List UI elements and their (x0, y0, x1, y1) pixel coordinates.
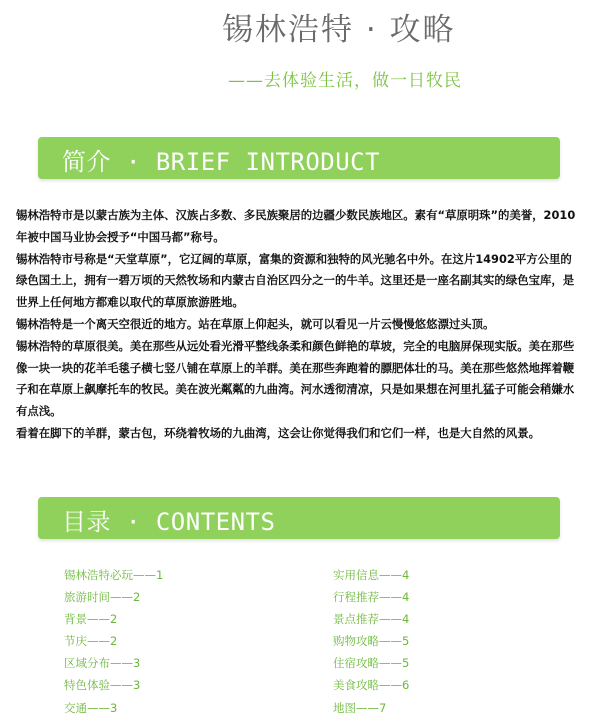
page-title: 锡林浩特 · 攻略 (222, 12, 456, 48)
intro-paragraph: 看着在脚下的羊群，蒙古包，环绕着牧场的九曲湾，这会让你觉得我们和它们一样，也是大自然的风景。 (16, 425, 540, 440)
contents-heading: 目录 · CONTENTS (62, 508, 276, 536)
toc-item[interactable]: 购物攻略——5 (333, 634, 410, 649)
intro-banner (38, 137, 560, 179)
intro-paragraph: 锡林浩特是一个离天空很近的地方。站在草原上仰起头，就可以看见一片云慢慢悠悠漂过头顶。 (16, 316, 495, 331)
toc-item[interactable]: 特色体验——3 (64, 678, 141, 693)
toc-item[interactable]: 实用信息——4 (333, 568, 410, 582)
toc-item[interactable]: 背景——2 (64, 612, 118, 627)
toc-item[interactable]: 节庆——2 (64, 634, 118, 649)
toc-item[interactable]: 交通——3 (64, 700, 118, 715)
intro-paragraph: 锡林浩特市是以蒙古族为主体、汉族占多数、多民族聚居的边疆少数民族地区。素有“草原明珠”的美誉，2010年被中国马业协会授予“中国马都”称号。 (16, 208, 576, 244)
toc-item[interactable]: 区域分布——3 (64, 656, 141, 671)
intro-paragraph: 锡林浩特的草原很美。美在那些从远处看光滑平整线条柔和颜色鲜艳的草坡，完全的电脑屏保现实版。美在那些像一块一块的花羊毛毯子横七竖八铺在草原上的羊群。美在那些奔跑着的膘肥体壮的马。美在那些悠然地挥着鞭子和在草原上飙摩托车的牧民。美在波光粼粼的九曲湾。河水透彻清凉，只是如果想在河里扎猛子可能会稍嫌水有点浅。 (16, 338, 575, 419)
toc-item[interactable]: 住宿攻略——5 (333, 656, 410, 671)
toc-left-column (64, 564, 264, 719)
intro-body (16, 205, 582, 445)
toc-item[interactable]: 景点推荐——4 (333, 612, 410, 627)
intro-heading: 简介 · BRIEF INTRODUCT (62, 148, 381, 176)
toc-item[interactable]: 行程推荐——4 (333, 590, 410, 605)
toc-right-column (333, 564, 533, 719)
toc-item[interactable]: 美食攻略——6 (333, 678, 410, 693)
toc-item[interactable]: 锡林浩特必玩——1 (64, 568, 164, 582)
contents-banner (38, 497, 560, 539)
intro-paragraph: 锡林浩特市号称是“天堂草原”，它辽阔的草原，富集的资源和独特的风光驰名中外。在这片14902平方公里的绿色国土上，拥有一碧万顷的天然牧场和内蒙古自治区四分之一的牛羊。这里还是一座名副其实的绿色宝库，是世界上任何地方都难以取代的草原旅游胜地。 (16, 251, 575, 310)
toc-item[interactable]: 旅游时间——2 (64, 590, 141, 605)
toc-item[interactable]: 地图——7 (333, 700, 387, 715)
page-subtitle: ——去体验生活，做一日牧民 (228, 71, 462, 91)
